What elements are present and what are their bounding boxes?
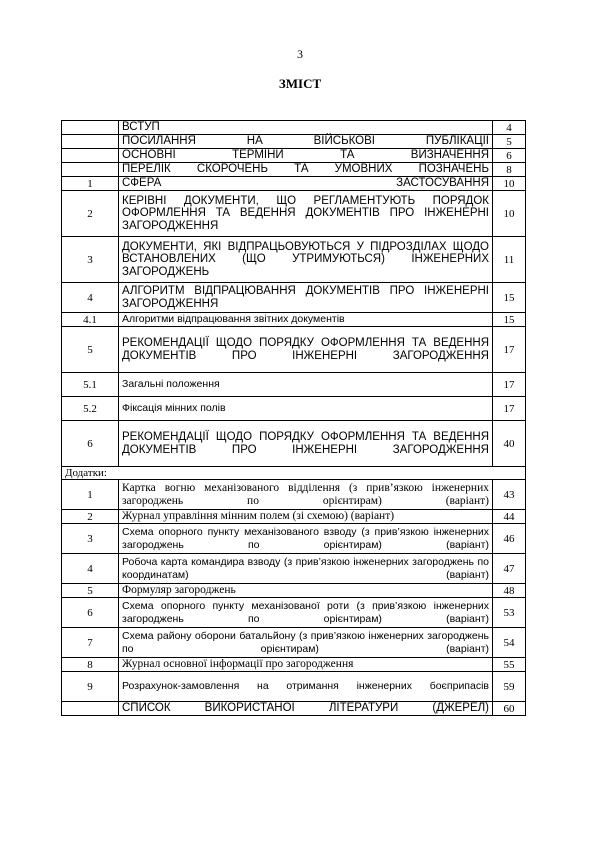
toc-row-title: Алгоритми відпрацювання звітних документів <box>119 313 493 327</box>
appendix-label: Додатки: <box>62 467 526 480</box>
toc-row-title: Фіксація мінних полів <box>119 397 493 421</box>
toc-row <box>62 121 526 135</box>
toc-row-title: ВСТУП <box>119 121 493 135</box>
toc-row-number <box>62 163 119 177</box>
toc-row-number: 4.1 <box>62 313 119 327</box>
toc-row <box>62 598 526 628</box>
toc-row-title: ПЕРЕЛІК СКОРОЧЕНЬ ТА УМОВНИХ ПОЗНАЧЕНЬ <box>119 163 493 177</box>
toc-row-number: 5 <box>62 327 119 373</box>
toc-row-number: 5 <box>62 584 119 598</box>
toc-row <box>62 149 526 163</box>
toc-row-page: 6 <box>493 149 526 163</box>
toc-row-number: 6 <box>62 598 119 628</box>
toc-row-number: 3 <box>62 237 119 283</box>
toc-row-number: 7 <box>62 628 119 658</box>
toc-row-page: 44 <box>493 510 526 524</box>
toc-row <box>62 135 526 149</box>
toc-row-title: Схема опорного пункту механізованого взводу (з прив’язкою інженерних загороджень по орієнтирам) (варіант) <box>119 524 493 554</box>
toc-row <box>62 672 526 702</box>
toc-row-title: КЕРІВНІ ДОКУМЕНТИ, ЩО РЕГЛАМЕНТУЮТЬ ПОРЯДОК ОФОРМЛЕННЯ ТА ВЕДЕННЯ ДОКУМЕНТІВ ПРО ІНЖЕНЕРНІ ЗАГОРОДЖЕННЯ <box>119 191 493 237</box>
toc-row-title: РЕКОМЕНДАЦІЇ ЩОДО ПОРЯДКУ ОФОРМЛЕННЯ ТА ВЕДЕННЯ ДОКУМЕНТІВ ПРО ІНЖЕНЕРНІ ЗАГОРОДЖЕННЯ <box>119 327 493 373</box>
toc-row-number: 8 <box>62 658 119 672</box>
toc-row <box>62 373 526 397</box>
toc-row-number: 4 <box>62 554 119 584</box>
toc-row-title: Робоча карта командира взводу (з прив’язкою інженерних загороджень по координатам) (варіант) <box>119 554 493 584</box>
toc-row-page: 60 <box>493 702 526 716</box>
toc-row-title: ДОКУМЕНТИ, ЯКІ ВІДПРАЦЬОВУЮТЬСЯ У ПІДРОЗДІЛАХ ЩОДО ВСТАНОВЛЕНИХ (ЩО УТРИМУЮТЬСЯ) ІНЖЕНЕРНИХ ЗАГОРОДЖЕНЬ <box>119 237 493 283</box>
toc-row-number <box>62 121 119 135</box>
toc-row-page: 55 <box>493 658 526 672</box>
toc-row-page: 10 <box>493 177 526 191</box>
toc-row-number: 5.2 <box>62 397 119 421</box>
toc-row-page: 11 <box>493 237 526 283</box>
toc-row-title: Журнал основної інформації про загородження <box>119 658 493 672</box>
toc-row-page: 5 <box>493 135 526 149</box>
toc-row <box>62 327 526 373</box>
toc-row-page: 4 <box>493 121 526 135</box>
toc-row <box>62 421 526 467</box>
toc-row-title: Картка вогню механізованого відділення (з прив’язкою інженерних загороджень по орієнтирам) (варіант) <box>119 480 493 510</box>
toc-row-number: 2 <box>62 191 119 237</box>
toc-row <box>62 191 526 237</box>
toc-row-number <box>62 135 119 149</box>
toc-row <box>62 510 526 524</box>
toc-row-number: 2 <box>62 510 119 524</box>
toc-row-page: 54 <box>493 628 526 658</box>
toc-row-title: РЕКОМЕНДАЦІЇ ЩОДО ПОРЯДКУ ОФОРМЛЕННЯ ТА ВЕДЕННЯ ДОКУМЕНТІВ ПРО ІНЖЕНЕРНІ ЗАГОРОДЖЕННЯ <box>119 421 493 467</box>
toc-row <box>62 313 526 327</box>
toc-row-title: Журнал управління мінним полем (зі схемою) (варіант) <box>119 510 493 524</box>
toc-row-number <box>62 702 119 716</box>
toc-row-page: 15 <box>493 283 526 313</box>
toc-row <box>62 554 526 584</box>
toc-row-page: 43 <box>493 480 526 510</box>
toc-row-page: 10 <box>493 191 526 237</box>
table-of-contents <box>61 120 526 716</box>
toc-row-title: СФЕРА ЗАСТОСУВАННЯ <box>119 177 493 191</box>
appendix-label-row <box>62 467 526 480</box>
toc-row-title: АЛГОРИТМ ВІДПРАЦЮВАННЯ ДОКУМЕНТІВ ПРО ІНЖЕНЕРНІ ЗАГОРОДЖЕННЯ <box>119 283 493 313</box>
toc-row-page: 59 <box>493 672 526 702</box>
toc-row-page: 48 <box>493 584 526 598</box>
toc-row-page: 17 <box>493 373 526 397</box>
toc-row-title: Схема району оборони батальйону (з прив’язкою інженерних загороджень по орієнтирам) (варіант) <box>119 628 493 658</box>
toc-row-page: 8 <box>493 163 526 177</box>
toc-row <box>62 163 526 177</box>
toc-row <box>62 628 526 658</box>
toc-row <box>62 283 526 313</box>
toc-row-title: СПИСОК ВИКОРИСТАНОЇ ЛІТЕРАТУРИ (ДЖЕРЕЛ) <box>119 702 493 716</box>
toc-row <box>62 237 526 283</box>
toc-row-title: ОСНОВНІ ТЕРМІНИ ТА ВИЗНАЧЕННЯ <box>119 149 493 163</box>
toc-row <box>62 524 526 554</box>
toc-row-page: 47 <box>493 554 526 584</box>
toc-row-number: 4 <box>62 283 119 313</box>
toc-row-number: 6 <box>62 421 119 467</box>
page-title: ЗМІСТ <box>278 76 322 91</box>
toc-row-page: 15 <box>493 313 526 327</box>
toc-row-page: 17 <box>493 397 526 421</box>
toc-row <box>62 584 526 598</box>
toc-row-title: Розрахунок-замовлення на отримання інженерних боєприпасів <box>119 672 493 702</box>
toc-row <box>62 177 526 191</box>
toc-row-number: 9 <box>62 672 119 702</box>
toc-row-page: 40 <box>493 421 526 467</box>
toc-row <box>62 480 526 510</box>
toc-row-number: 1 <box>62 480 119 510</box>
toc-row-page: 53 <box>493 598 526 628</box>
toc-row <box>62 397 526 421</box>
toc-row <box>62 702 526 716</box>
toc-row-title: ПОСИЛАННЯ НА ВІЙСЬКОВІ ПУБЛІКАЦІЇ <box>119 135 493 149</box>
toc-body <box>62 121 526 716</box>
page-number: 3 <box>297 47 303 61</box>
toc-row-page: 17 <box>493 327 526 373</box>
toc-row-title: Схема опорного пункту механізованої роти (з прив’язкою інженерних загороджень по орієнтирам) (варіант) <box>119 598 493 628</box>
toc-row <box>62 658 526 672</box>
toc-row-number: 1 <box>62 177 119 191</box>
toc-row-number: 5.1 <box>62 373 119 397</box>
toc-row-title: Формуляр загороджень <box>119 584 493 598</box>
toc-row-number: 3 <box>62 524 119 554</box>
toc-row-number <box>62 149 119 163</box>
toc-row-page: 46 <box>493 524 526 554</box>
toc-row-title: Загальні положення <box>119 373 493 397</box>
